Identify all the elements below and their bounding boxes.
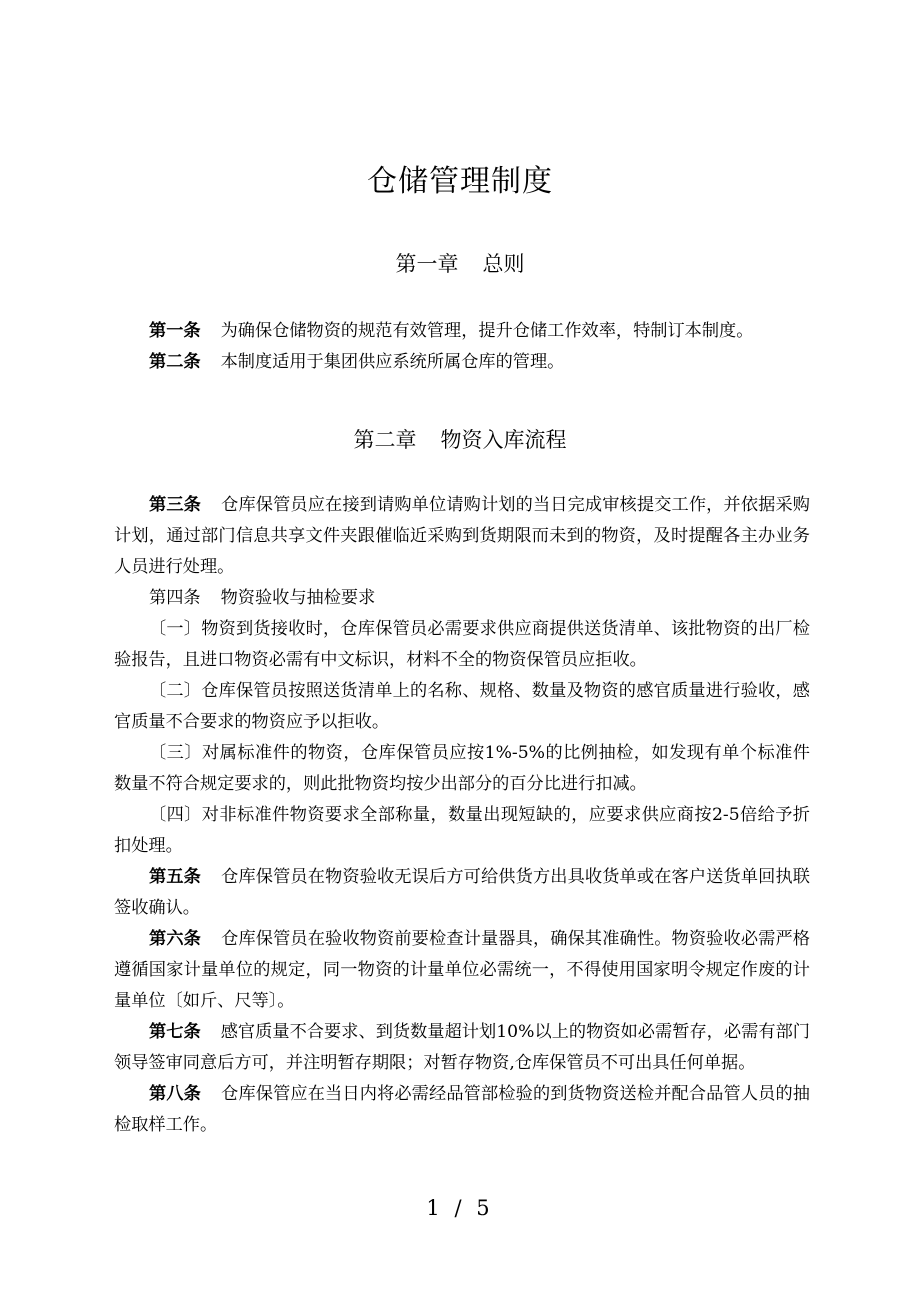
- article-text: 仓库保管员在验收物资前要检查计量器具，确保其准确性。物资验收必需严格遵循国家计量单位的规定，同一物资的计量单位必需统一，不得使用国家明令规定作废的计量单位〔如斤、尺等〕。: [114, 929, 810, 1011]
- article-text: 为确保仓储物资的规范有效管理，提升仓储工作效率，特制订本制度。: [220, 321, 754, 341]
- article-text: 感官质量不合要求、到货数量超计划10%以上的物资如必需暂存，必需有部门领导签审同意后方可，并注明暂存期限；对暂存物资,仓库保管员不可出具任何单据。: [114, 1022, 810, 1073]
- article-label: 第五条: [149, 867, 201, 887]
- chapter-heading: [0, 424, 920, 454]
- chapter-heading: [0, 248, 920, 278]
- article-paragraph: [114, 862, 810, 924]
- article-label: 第二条: [149, 352, 201, 372]
- article-text: 本制度适用于集团供应系统所属仓库的管理。: [220, 352, 565, 372]
- article-label: 第四条: [149, 588, 201, 608]
- article-label: 第一条: [149, 321, 201, 341]
- article-text: 仓库保管应在当日内将必需经品管部检验的到货物资送检并配合品管人员的抽检取样工作。: [114, 1084, 810, 1135]
- article-paragraph: [114, 316, 810, 347]
- article-paragraph: [114, 924, 810, 1017]
- article-label: 第七条: [149, 1022, 201, 1042]
- chapter-name: 总则: [482, 252, 525, 276]
- chapter-two-body: [114, 490, 810, 1141]
- article-label: 第三条: [149, 495, 201, 515]
- article-label: 第八条: [149, 1084, 201, 1104]
- sub-item-paragraph: 〔一〕物资到货接收时，仓库保管员必需要求供应商提供送货清单、该批物资的出厂检验报告，且进口物资必需有中文标识，材料不全的物资保管员应拒收。: [114, 619, 810, 670]
- sub-item-paragraph: 〔四〕对非标准件物资要求全部称量，数量出现短缺的，应要求供应商按2-5倍给予折扣处理。: [114, 805, 810, 856]
- chapter-one-body: [114, 316, 810, 378]
- article-text: 物资验收与抽检要求: [220, 588, 376, 608]
- article-text: 仓库保管员应在接到请购单位请购计划的当日完成审核提交工作，并依据采购计划，通过部门信息共享文件夹跟催临近采购到货期限而未到的物资，及时提醒各主办业务人员进行处理。: [114, 495, 810, 577]
- article-paragraph: [114, 490, 810, 583]
- article-paragraph: [114, 1079, 810, 1141]
- article-paragraph: [114, 1017, 810, 1079]
- page-number: 1 / 5: [426, 1196, 494, 1220]
- chapter-label: 第一章: [395, 252, 459, 276]
- article-text: 仓库保管员在物资验收无误后方可给供货方出具收货单或在客户送货单回执联签收确认。: [114, 867, 810, 918]
- sub-item-paragraph: 〔三〕对属标准件的物资，仓库保管员应按1%-5%的比例抽检，如发现有单个标准件数量不符合规定要求的，则此批物资均按少出部分的百分比进行扣减。: [114, 743, 810, 794]
- chapter-name: 物资入库流程: [440, 428, 567, 452]
- article-paragraph: [114, 583, 810, 614]
- chapter-label: 第二章: [353, 428, 417, 452]
- sub-item-paragraph: 〔二〕仓库保管员按照送货清单上的名称、规格、数量及物资的感官质量进行验收，感官质量不合要求的物资应予以拒收。: [114, 681, 810, 732]
- article-label: 第六条: [149, 929, 201, 949]
- document-title: 仓储管理制度: [367, 164, 553, 199]
- article-paragraph: [114, 347, 810, 378]
